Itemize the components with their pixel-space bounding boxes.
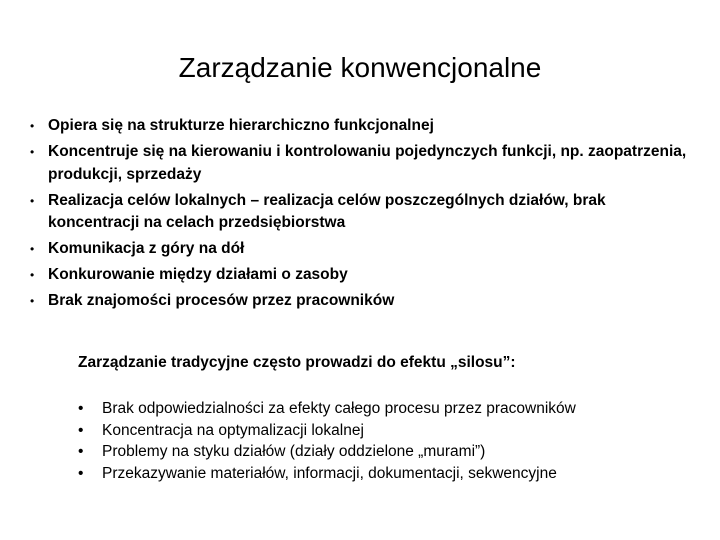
bullet-item [30, 238, 700, 261]
bullet-text: Koncentruje się na kierowaniu i kontrolowaniu pojedynczych funkcji, np. zaopatrzenia, produkcji, sprzedaży [48, 143, 687, 183]
sub-bullet-item [78, 420, 698, 442]
bullet-text: Brak znajomości procesów przez pracowników [48, 292, 395, 309]
bullet-dot-icon: • [30, 242, 35, 256]
bullet-dot-icon: • [78, 421, 84, 439]
slide-title: Zarządzanie konwencjonalne [178, 52, 542, 83]
bullet-dot-icon: • [30, 268, 35, 282]
bullet-dot-icon: • [30, 119, 35, 133]
bullet-dot-icon: • [30, 193, 35, 208]
silo-effect-heading: Zarządzanie tradycyjne często prowadzi do efektu „silosu”: [78, 354, 516, 371]
bullet-dot-icon: • [78, 443, 84, 460]
sub-bullet-item [78, 398, 698, 420]
sub-bullet-item [78, 463, 698, 485]
bullet-dot-icon: • [30, 145, 35, 159]
bullet-dot-icon: • [78, 400, 84, 417]
bullet-dot-icon: • [78, 464, 84, 482]
bullet-item [30, 115, 700, 138]
sub-bullet-text: Koncentracja na optymalizacji lokalnej [102, 421, 364, 439]
silo-effect-list [78, 398, 698, 484]
bullet-text: Konkurowanie między działami o zasoby [48, 266, 348, 283]
bullet-item [30, 190, 700, 235]
bullet-dot-icon: • [30, 294, 35, 308]
bullet-text: Komunikacja z góry na dół [48, 240, 245, 257]
bullet-text: Realizacja celów lokalnych – realizacja celów poszczególnych działów, brak koncentracji na celach przedsiębiorstwa [48, 191, 606, 231]
bullet-item [30, 264, 700, 287]
bullet-item [30, 141, 700, 186]
main-bullet-list [30, 115, 700, 316]
bullet-text: Opiera się na strukturze hierarchiczno funkcjonalnej [48, 117, 434, 134]
bullet-item [30, 290, 700, 313]
sub-bullet-text: Przekazywanie materiałów, informacji, dokumentacji, sekwencyjne [102, 464, 557, 482]
sub-bullet-text: Brak odpowiedzialności za efekty całego procesu przez pracowników [102, 400, 576, 417]
sub-bullet-item [78, 441, 698, 463]
sub-bullet-text: Problemy na styku działów (działy oddzielone „murami”) [102, 443, 486, 460]
